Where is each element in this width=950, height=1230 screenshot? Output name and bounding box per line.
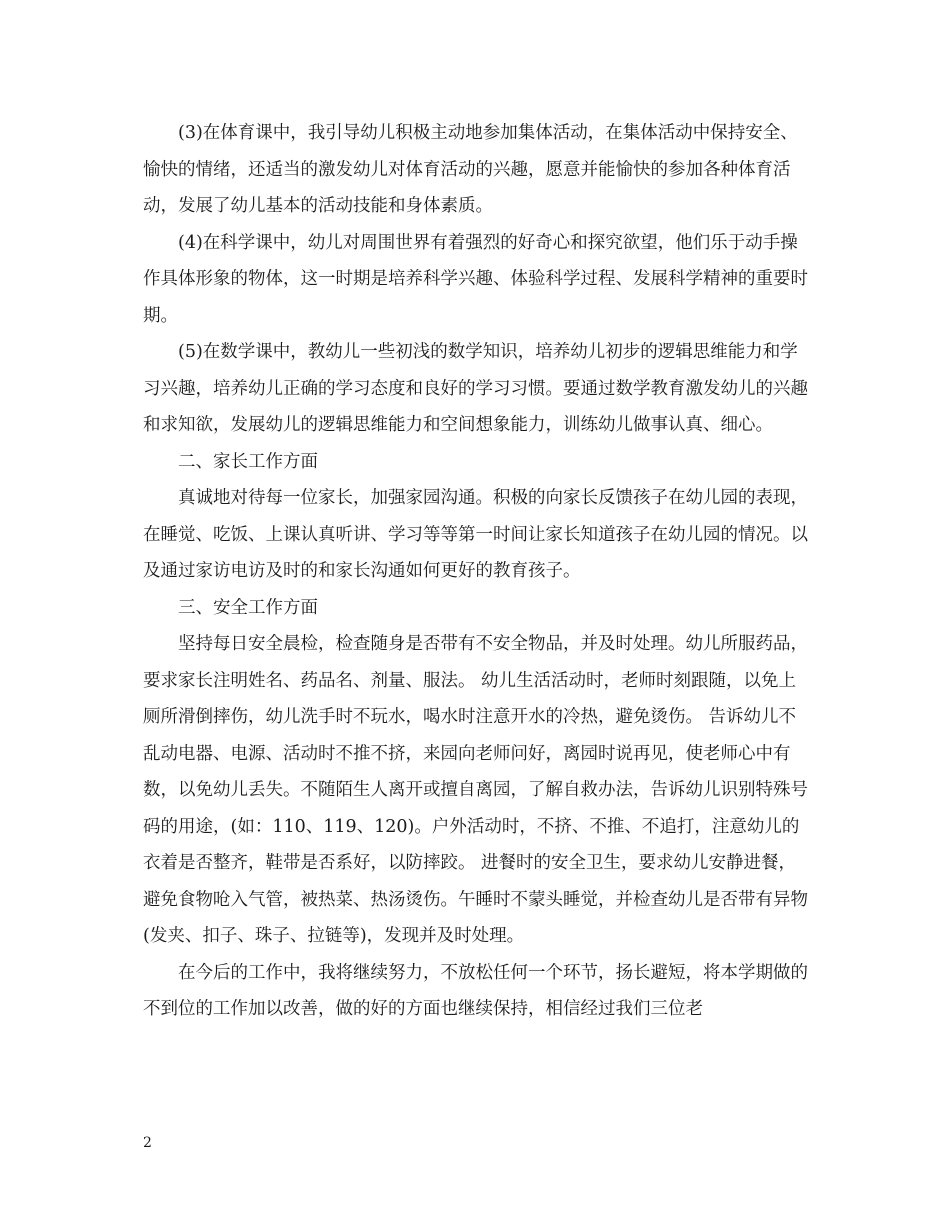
heading-parent-work: 二、家长工作方面 xyxy=(178,451,318,472)
paragraph-pe-class: (3)在体育课中，我引导幼儿积极主动地参加集体活动，在集体活动中保持安全、愉快的情绪，还适当的激发幼儿对体育活动的兴趣，愿意并能愉快的参加各种体育活动，发展了幼儿基本的活动技能和身体素质。 xyxy=(143,123,798,216)
paragraph-science-class: (4)在科学课中，幼儿对周围世界有着强烈的好奇心和探究欲望，他们乐于动手操作具体形象的物体，这一时期是培养科学兴趣、体验科学过程、发展科学精神的重要时期。 xyxy=(143,232,808,326)
paragraph-safety-work: 坚持每日安全晨检，检查随身是否带有不安全物品，并及时处理。幼儿所服药品，要求家长注明姓名、药品名、剂量、服法。 幼儿生活活动时，老师时刻跟随，以免上厕所滑倒摔伤，幼儿洗手时不玩水，喝水时注意开水的冷热，避免烫伤。 告诉幼儿不乱动电器、电源、活动时不推不挤，来园向老师问好，离园时说再见，使老师心中有数，以免幼儿丢失。不随陌生人离开或擅自离园，了解自救办法，告诉幼儿识别特殊号码的用途，(如：110、119、120)。户外活动时，不挤、不推、不追打，注意幼儿的衣着是否整齐，鞋带是否系好，以防摔跤。 进餐时的安全卫生，要求幼儿安静进餐，避免食物呛入气管，被热菜、热汤烫伤。午睡时不蒙头睡觉，并检查幼儿是否带有异物(发夹、扣子、珠子、拉链等)，发现并及时处理。 xyxy=(143,634,808,946)
heading-safety-work: 三、安全工作方面 xyxy=(178,597,318,618)
paragraph-future-work: 在今后的工作中，我将继续努力，不放松任何一个环节，扬长避短，将本学期做的不到位的工作加以改善，做的好的方面也继续保持，相信经过我们三位老 xyxy=(143,962,808,1019)
paragraph-parent-work: 真诚地对待每一位家长，加强家园沟通。积极的向家长反馈孩子在幼儿园的表现，在睡觉、吃饭、上课认真听讲、学习等等第一时间让家长知道孩子在幼儿园的情况。以及通过家访电访及时的和家长沟通如何更好的教育孩子。 xyxy=(143,488,808,581)
document-body xyxy=(143,115,813,1028)
page-number: 2 xyxy=(143,1135,152,1151)
paragraph-math-class: (5)在数学课中，教幼儿一些初浅的数学知识，培养幼儿初步的逻辑思维能力和学习兴趣，培养幼儿正确的学习态度和良好的学习习惯。要通过数学教育激发幼儿的兴趣和求知欲，发展幼儿的逻辑思维能力和空间想象能力，训练幼儿做事认真、细心。 xyxy=(143,342,808,435)
